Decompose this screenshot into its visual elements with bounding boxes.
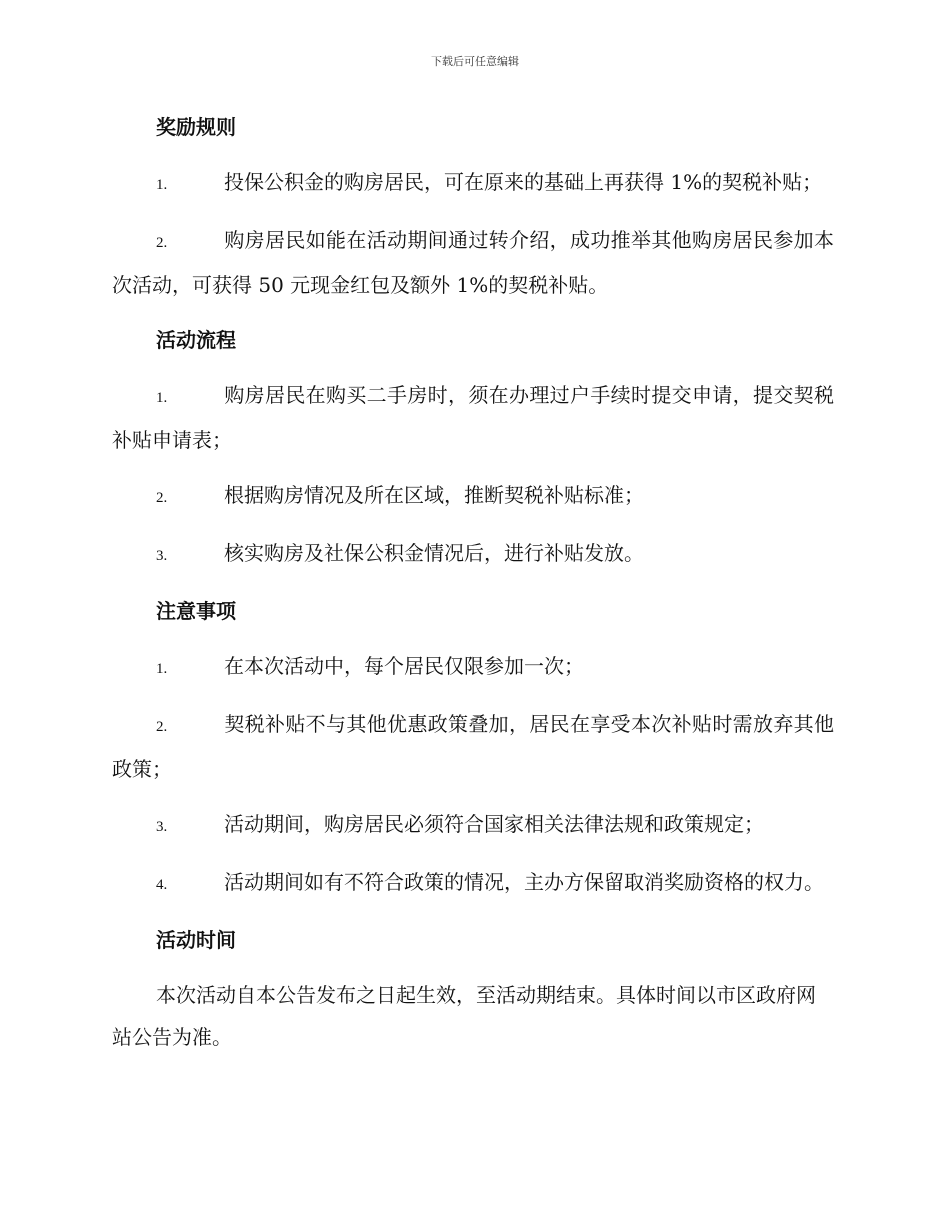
list-item — [112, 532, 834, 577]
list-item — [112, 219, 834, 306]
list-number: 1. — [156, 390, 168, 406]
document-body — [112, 106, 834, 1058]
list-item — [112, 703, 834, 790]
header-note: 下载后可任意编辑 — [431, 55, 519, 68]
list-number: 2. — [156, 235, 168, 251]
list-text: 根据购房情况及所在区域，推断契税补贴标准； — [224, 483, 644, 507]
section-title-time: 活动时间 — [156, 928, 236, 952]
list-text: 投保公积金的购房居民，可在原来的基础上再获得 1%的契税补贴； — [224, 170, 823, 194]
list-text: 活动期间如有不符合政策的情况，主办方保留取消奖励资格的权力。 — [224, 870, 824, 894]
list-item — [112, 861, 834, 906]
list-item — [112, 474, 834, 519]
section-title-rewards: 奖励规则 — [156, 115, 236, 139]
list-number: 3. — [156, 819, 168, 835]
list-item — [112, 645, 834, 690]
section-title-notes: 注意事项 — [156, 599, 236, 623]
list-number: 1. — [156, 661, 168, 677]
section-title-process: 活动流程 — [156, 328, 236, 352]
time-paragraph: 本次活动自本公告发布之日起生效，至活动期结束。具体时间以市区政府网站公告为准。 — [112, 983, 816, 1049]
list-text: 契税补贴不与其他优惠政策叠加，居民在享受本次补贴时需放弃其他政策； — [112, 712, 834, 781]
list-text: 核实购房及社保公积金情况后，进行补贴发放。 — [224, 541, 644, 565]
list-text: 购房居民在购买二手房时，须在办理过户手续时提交申请，提交契税补贴申请表； — [112, 383, 834, 452]
list-number: 1. — [156, 177, 168, 193]
list-item — [112, 374, 834, 461]
list-text: 在本次活动中，每个居民仅限参加一次； — [224, 654, 584, 678]
list-number: 3. — [156, 548, 168, 564]
list-item — [112, 161, 834, 206]
list-text: 活动期间，购房居民必须符合国家相关法律法规和政策规定； — [224, 812, 764, 836]
list-item — [112, 803, 834, 848]
list-text: 购房居民如能在活动期间通过转介绍，成功推举其他购房居民参加本次活动，可获得 50 元现金红包及额外 1%的契税补贴。 — [112, 228, 834, 297]
list-number: 2. — [156, 719, 168, 735]
list-number: 2. — [156, 490, 168, 506]
list-number: 4. — [156, 877, 168, 893]
